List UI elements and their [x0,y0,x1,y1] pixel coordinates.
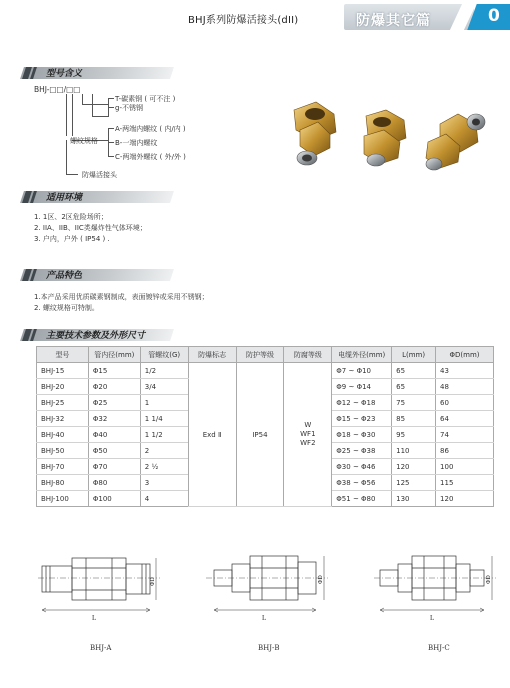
cell-model: BHJ-80 [37,475,89,491]
cell-diameter: 74 [436,427,494,443]
cell-bore: Φ40 [88,427,140,443]
cell-cable: Φ18 ~ Φ30 [332,427,392,443]
environment-list [34,212,147,245]
category-tab-label: 防爆其它篇 [356,13,431,29]
cell-thread: 1 [140,395,188,411]
cell-model: BHJ-50 [37,443,89,459]
cell-diameter: 48 [436,379,494,395]
page-number: 0 [488,6,500,26]
option-t: T-碳素钢 ( 可不注 ) [115,95,176,103]
page-title: BHJ系列防爆活接头(dII) [188,15,299,26]
cell-cable: Φ15 ~ Φ23 [332,411,392,427]
dim-l-label: L [92,614,97,622]
section-heading-features [22,268,172,281]
cell-thread: 3 [140,475,188,491]
list-item: 2. 螺纹规格可特制。 [34,304,99,312]
page-header [0,0,510,38]
table-row [37,363,494,379]
cell-model: BHJ-15 [37,363,89,379]
cell-model: BHJ-40 [37,427,89,443]
cell-length: 95 [392,427,436,443]
list-item: 1. 1区、2区危险场所； [34,213,108,221]
section-heading-environment [22,190,172,203]
anticorrosion-grade: W [304,421,312,429]
col-header: 防爆标志 [188,347,236,363]
cell-bore: Φ20 [88,379,140,395]
union-fitting-a-image [280,100,350,172]
drawing-caption-a: BHJ-A [90,644,112,652]
col-header: 管内径(mm) [88,347,140,363]
cell-bore: Φ80 [88,475,140,491]
model-code: BHJ-□□/□□ [34,85,81,94]
cell-diameter: 115 [436,475,494,491]
option-g: g-不锈钢 [115,104,143,112]
cell-thread: 2 ½ [140,459,188,475]
cell-model: BHJ-70 [37,459,89,475]
section-title: 型号含义 [46,69,83,79]
cell-cable: Φ9 ~ Φ14 [332,379,392,395]
option-a: A-两端内螺纹 ( 内/内 ) [115,125,186,133]
cell-thread: 1 1/4 [140,411,188,427]
cell-length: 130 [392,491,436,507]
dim-d-label: ΦD [150,577,156,586]
option-b: B-一端内螺纹 [115,139,158,147]
list-item: 3. 户内，户外 ( IP54 ) . [34,235,110,243]
cell-cable: Φ25 ~ Φ38 [332,443,392,459]
cell-thread: 1 1/2 [140,427,188,443]
section-heading-model-meaning [22,66,172,79]
cell-bore: Φ50 [88,443,140,459]
union-fitting-b-image [352,108,422,176]
cell-cable: Φ7 ~ Φ10 [332,363,392,379]
cell-diameter: 64 [436,411,494,427]
product-name: 防爆活接头 [82,171,117,179]
cell-bore: Φ70 [88,459,140,475]
cell-thread: 4 [140,491,188,507]
cell-explosion-mark: Exd Ⅱ [188,363,236,507]
list-item: 1.本产品采用优质碳素钢制成，表面镀锌或采用不锈钢； [34,293,209,301]
features-list [34,292,209,314]
cell-anticorrosion [284,363,332,507]
option-c: C-两端外螺纹 ( 外/外 ) [115,153,186,161]
union-fitting-c-image [418,108,492,178]
col-header: L(mm) [392,347,436,363]
dim-d-label: ΦD [486,575,492,584]
col-header: 型号 [37,347,89,363]
cell-thread: 1/2 [140,363,188,379]
drawing-bhj-a [36,548,166,640]
cell-length: 65 [392,363,436,379]
cell-diameter: 60 [436,395,494,411]
cell-diameter: 86 [436,443,494,459]
section-heading-specs [22,328,172,341]
cell-bore: Φ32 [88,411,140,427]
cell-model: BHJ-100 [37,491,89,507]
cell-model: BHJ-32 [37,411,89,427]
cell-bore: Φ15 [88,363,140,379]
drawing-bhj-b [204,548,334,640]
cell-thread: 2 [140,443,188,459]
cell-length: 75 [392,395,436,411]
cell-bore: Φ25 [88,395,140,411]
drawing-bhj-c [372,548,502,640]
spec-table [36,346,494,507]
cell-bore: Φ100 [88,491,140,507]
table-header-row [37,347,494,363]
cell-diameter: 120 [436,491,494,507]
dim-d-label: ΦD [318,575,324,584]
anticorrosion-grade: WF2 [300,439,316,447]
col-header: 防护等级 [236,347,284,363]
cell-length: 65 [392,379,436,395]
col-header: ΦD(mm) [436,347,494,363]
cell-protection: IP54 [236,363,284,507]
cell-length: 125 [392,475,436,491]
drawing-caption-c: BHJ-C [428,644,450,652]
cell-cable: Φ30 ~ Φ46 [332,459,392,475]
dim-l-label: L [430,614,435,622]
cell-thread: 3/4 [140,379,188,395]
cell-diameter: 100 [436,459,494,475]
dim-l-label: L [262,614,267,622]
col-header: 管螺纹(G) [140,347,188,363]
thread-label: 螺纹规格 [70,137,98,145]
anticorrosion-grade: WF1 [300,430,316,438]
cell-length: 85 [392,411,436,427]
cell-cable: Φ38 ~ Φ56 [332,475,392,491]
cell-model: BHJ-25 [37,395,89,411]
section-title: 主要技术参数及外形尺寸 [46,331,146,341]
cell-length: 120 [392,459,436,475]
cell-cable: Φ51 ~ Φ80 [332,491,392,507]
cell-model: BHJ-20 [37,379,89,395]
col-header: 防腐等级 [284,347,332,363]
col-header: 电缆外径(mm) [332,347,392,363]
cell-cable: Φ12 ~ Φ18 [332,395,392,411]
cell-diameter: 43 [436,363,494,379]
cell-length: 110 [392,443,436,459]
drawing-caption-b: BHJ-B [258,644,280,652]
section-title: 产品特色 [46,271,83,281]
list-item: 2. IIA、IIB、IIC类爆炸性气体环境； [34,224,147,232]
section-title: 适用环境 [46,193,83,203]
